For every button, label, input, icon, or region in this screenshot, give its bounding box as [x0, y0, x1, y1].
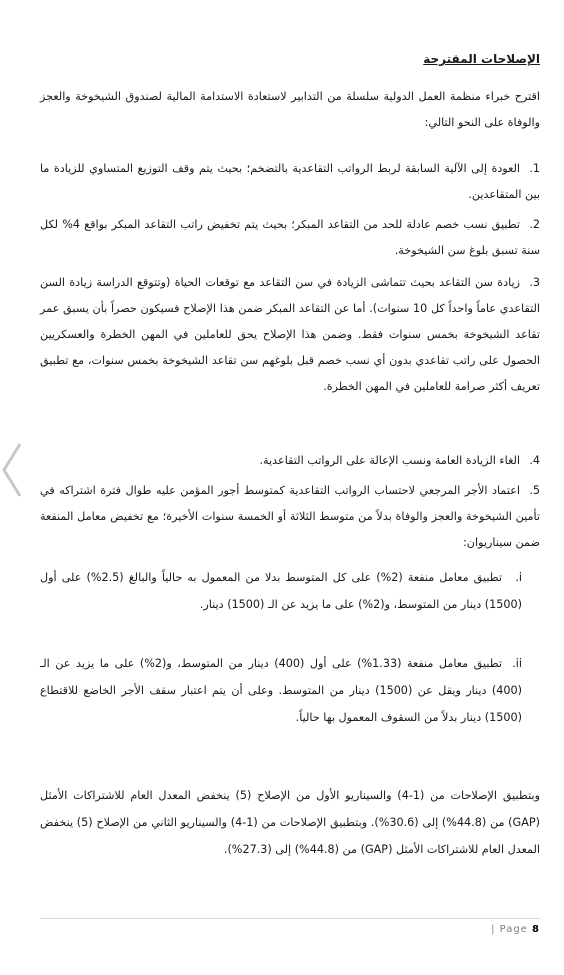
page-number: 8 [532, 924, 540, 935]
sub-item-text: تطبيق معامل منفعة (2%) على كل المتوسط بدلا من المعمول به حالياً والبالغ (2.5%) على أول (1500) دينار من المتوسط، و(2%) على ما يزيد عن الـ (1500) دينار. [40, 571, 522, 611]
sub-item-ii [40, 650, 540, 731]
footer-separator: | [491, 924, 496, 935]
list-item-1 [40, 156, 540, 208]
list-item-2 [40, 212, 540, 264]
list-item-text: زيادة سن التقاعد بحيث تتماشى الزيادة في سن التقاعد مع توقعات الحياة (وتتوقع الدراسة زيادة السن التقاعدي عاماً واحداً كل 10 سنوات). أما عن التقاعد المبكر ضمن هذا الإصلاح فسيكون حصراً بأن يسبق عمر تقاعد الشيخوخة بخمس سنوات فقط. وضمن هذا الإصلاح يحق للعاملين في المهن الخطرة والعسكريين الحصول على راتب تقاعدي بدون أي نسب خصم قبل بلوغهم سن تقاعد الشيخوخة بخمس سنوات، مع تطبيق تعريف أكثر صرامة للعاملين في المهن الخطرة. [40, 276, 541, 393]
sub-item-text: تطبيق معامل منفعة (1.33%) على أول (400) دينار من المتوسط، و(2%) على ما يزيد عن الـ (400) دينار ويقل عن (1500) دينار من المتوسط. وعلى أن يتم اعتبار سقف الأجر الخاضع للاقتطاع (1500) دينار بدلاً من السقوف المعمول بها حالياً. [40, 657, 522, 724]
document-page [40, 40, 540, 940]
sub-number: i. [515, 571, 523, 584]
list-item-3 [40, 270, 540, 400]
list-number: 2. [529, 218, 540, 231]
list-item-text: تطبيق نسب خصم عادلة للحد من التقاعد المبكر؛ بحيث يتم تخفيض راتب التقاعد المبكر بواقع 4% لكل سنة تسبق بلوغ سن الشيخوخة. [40, 218, 540, 257]
sub-number: ii. [512, 657, 523, 670]
footer-divider [40, 918, 540, 919]
list-item-5 [40, 478, 540, 556]
list-number: 1. [529, 162, 540, 175]
list-number: 5. [529, 484, 540, 497]
list-item-text: اعتماد الأجر المرجعي لاحتساب الرواتب التقاعدية كمتوسط أجور المؤمن عليه طوال فترة اشتراكه في تأمين الشيخوخة والعجز والوفاة بدلاً من متوسط الثلاثة أو الخمسة سنوات الأخيرة؛ مع تخفيض معامل المنفعة ضمن سيناريوان: [40, 484, 540, 549]
conclusion-paragraph: وبتطبيق الإصلاحات من (1-4) والسيناريو الأول من الإصلاح (5) ينخفض المعدل العام للاشتراكات الأمثل (GAP) من (44.8%) إلى (30.6%). وبتطبيق الإصلاحات من (1-4) والسيناريو الثاني من الإصلاح (5) ينخفض المعدل العام للاشتراكات الأمثل (GAP) من (44.8%) إلى (27.3%). [40, 789, 541, 856]
page-edge-arrow-icon [0, 440, 22, 500]
section-heading: الإصلاحات المقترحة [423, 52, 540, 66]
list-number: 3. [529, 276, 540, 289]
footer-label: Page [499, 924, 528, 935]
intro-paragraph: اقترح خبراء منظمة العمل الدولية سلسلة من التدابير لاستعادة الاستدامة المالية لصندوق الشيخوخة والعجز والوفاة على النحو التالي: [40, 90, 540, 129]
list-item-4 [40, 448, 540, 474]
page-footer [491, 924, 540, 935]
sub-item-i [40, 564, 540, 618]
list-item-text: الغاء الزيادة العامة ونسب الإعالة على الرواتب التقاعدية. [259, 454, 520, 467]
list-item-text: العودة إلى الآلية السابقة لربط الرواتب التقاعدية بالتضخم؛ بحيث يتم وقف التوزيع المتساوي للزيادة ما بين المتقاعدين. [40, 162, 540, 201]
list-number: 4. [529, 454, 540, 467]
